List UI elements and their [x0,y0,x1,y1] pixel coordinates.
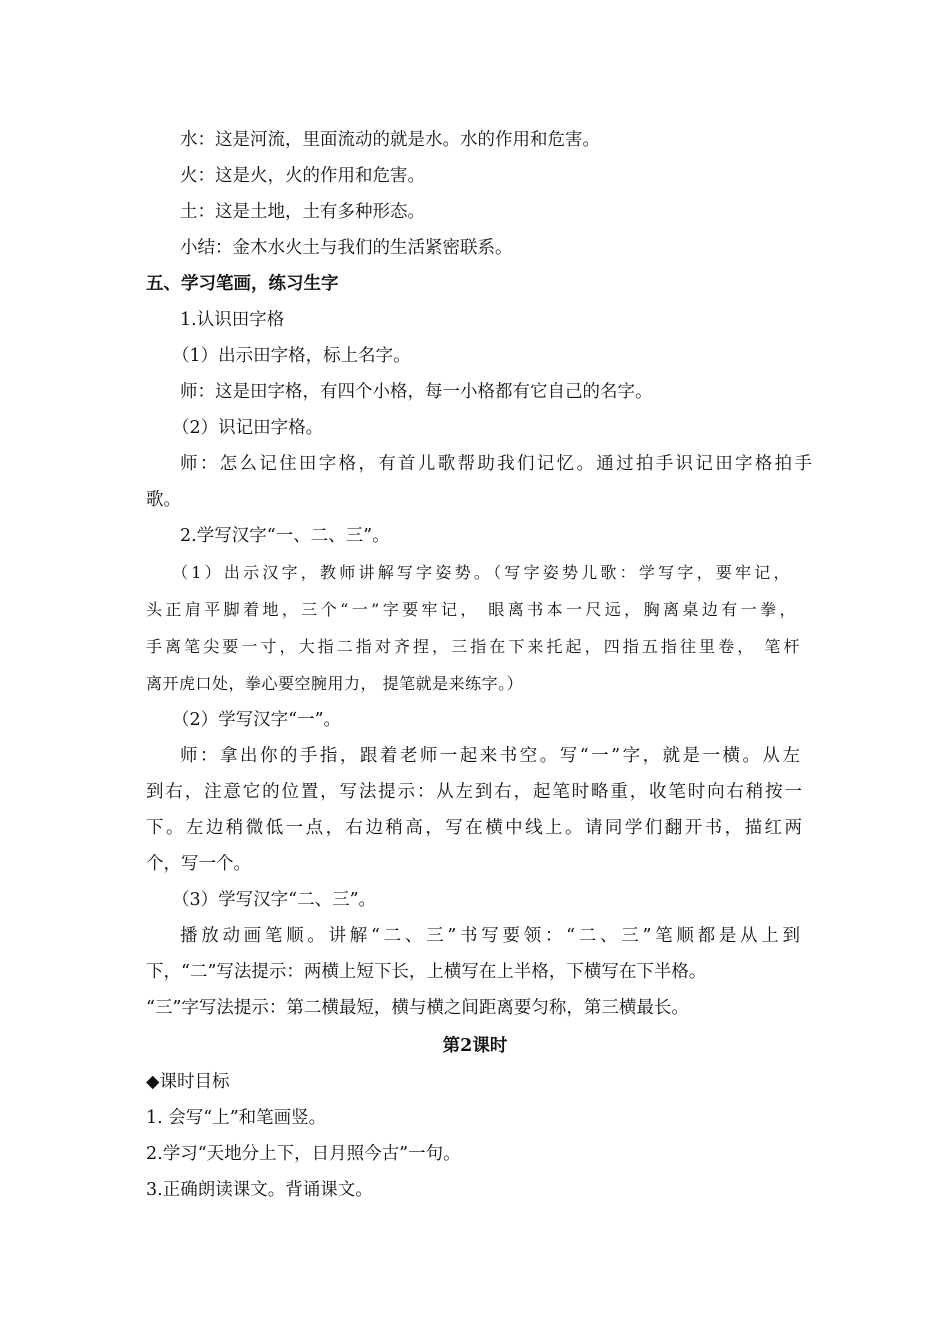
teacher-line-tianzige: 师：这是田字格，有四个小格，每一小格都有它自己的名字。 [180,382,653,402]
posture-rhyme-line-2: 手离笔尖要一寸，大指二指对齐捏，三指在下来托起，四指五指往里卷， 笔杆 [146,637,800,656]
lesson-goals-heading: ◆课时目标 [146,1072,230,1092]
step-write-yi: （2）学写汉字“一”。 [172,710,342,730]
teacher-line-yi-2: 到右，注意它的位置，写法提示：从左到右，起笔时略重，收笔时向右稍按一 [146,782,802,802]
paragraph-earth: 土：这是土地，土有多种形态。 [180,202,425,222]
step-write-er-san: （3）学写汉字“二、三”。 [172,890,377,910]
teacher-line-yi-3: 下。左边稍微低一点，右边稍高，写在横中线上。请同学们翻开书，描红两 [146,818,802,838]
paragraph-er-san-2: 下，“二”写法提示：两横上短下长，上横写在上半格，下横写在下半格。 [146,962,707,982]
step-posture: （1）出示汉字，教师讲解写字姿势。（写字姿势儿歌：学写字，要牢记， [172,563,790,582]
goal-item-1: 1. 会写“上”和笔画竖。 [146,1108,327,1128]
posture-rhyme-line-3: 离开虎口处，拳心要空腕用力， 提笔就是来练字。） [146,674,524,693]
step-remember-tianzige: （2）识记田字格。 [172,418,324,438]
section-heading-strokes: 五、学习笔画，练习生字 [146,274,339,294]
paragraph-summary: 小结：金木水火土与我们的生活紧密联系。 [180,238,513,258]
teacher-line-rhyme: 师：怎么记住田字格，有首儿歌帮助我们记忆。通过拍手识记田字格拍手 [180,454,812,474]
teacher-line-yi-1: 师：拿出你的手指，跟着老师一起来书空。写“一”字，就是一横。从左 [180,746,800,766]
step-show-tianzige: （1）出示田字格，标上名字。 [172,346,411,366]
paragraph-er-san-3: “三”字写法提示：第二横最短，横与横之间距离要匀称，第三横最长。 [146,998,689,1018]
paragraph-er-san-1: 播放动画笔顺。讲解“二、三”书写要领：“二、三”笔顺都是从上到 [180,926,800,946]
posture-rhyme-line-1: 头正肩平脚着地，三个“一”字要牢记， 眼离书本一尺远，胸离桌边有一拳， [146,600,796,619]
subheading-tianzige: 1.认识田字格 [180,310,285,330]
goal-item-3: 3.正确朗读课文。背诵课文。 [146,1180,373,1200]
subheading-write-chars: 2.学写汉字“一、二、三”。 [180,526,390,546]
goal-item-2: 2.学习“天地分上下，日月照今古”一句。 [146,1144,461,1164]
lesson-2-title: 第2课时 [442,1036,508,1056]
paragraph-fire: 火：这是火，火的作用和危害。 [180,166,425,186]
paragraph-water: 水：这是河流，里面流动的就是水。水的作用和危害。 [180,130,600,150]
teacher-line-rhyme-cont: 歌。 [146,490,181,510]
teacher-line-yi-4: 个，写一个。 [146,854,251,874]
